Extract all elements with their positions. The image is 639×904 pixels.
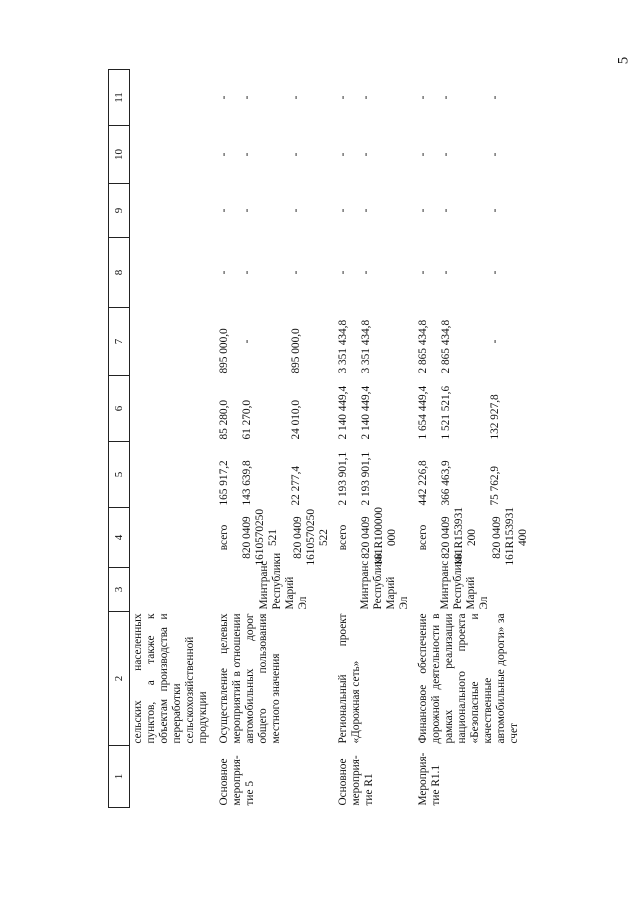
row-col6: 2 140 449,4 2 140 449,4 — [336, 385, 372, 440]
table-row-event-5 — [218, 70, 331, 808]
header-cell: 8 — [109, 238, 130, 308]
header-cell: 1 — [109, 746, 130, 808]
table-row-event-r1 — [337, 70, 411, 808]
rotated-table-container — [108, 70, 633, 808]
header-cell: 7 — [109, 308, 130, 376]
row-col7: 2 865 434,8 2 865 434,8 - — [416, 319, 501, 374]
row-col5: 165 917,2 143 639,8 22 277,4 — [217, 460, 302, 506]
row-col6: 85 280,0 61 270,0 24 010,0 — [217, 399, 302, 440]
continuation-row — [130, 70, 218, 808]
budget-table — [108, 69, 530, 808]
row-col6: 1 654 449,4 1 521 521,6 132 927,8 — [416, 385, 501, 440]
row-col5: 2 193 901,1 2 193 901,1 — [336, 451, 372, 506]
row-col9: - - - — [416, 208, 501, 213]
row-col10: - - - — [416, 152, 501, 157]
header-cell: 10 — [109, 126, 130, 184]
row-codes: всего 820 0409 1610570250 521 820 0409 1610570250 522 — [217, 509, 330, 566]
row-col7: 895 000,0 - 895 000,0 — [217, 328, 302, 374]
row-col10: - - — [336, 152, 372, 157]
row-codes: всего 820 0409 161R100000 000 — [336, 507, 398, 566]
row-description: Осуществление целевых мероприятий в отношении автомобильных дорог общего пользования местного значения — [217, 613, 282, 744]
row-col8: - - - — [217, 270, 302, 275]
row-id: Мероприя-тие R1.1 — [416, 752, 442, 806]
row-executor: Минтранс Республики Марий Эл — [438, 552, 490, 610]
row-col11: - - - — [416, 95, 501, 100]
row-col8: - - — [336, 270, 372, 275]
header-cell: 6 — [109, 376, 130, 442]
header-row — [109, 70, 130, 808]
continuation-description: сельских населенных пунктов, а также к объектам производства и переработки сельскохозяйственной продукции — [132, 613, 209, 744]
header-cell: 4 — [109, 508, 130, 568]
header-cell: 9 — [109, 184, 130, 238]
row-col11: - - - — [217, 95, 302, 100]
row-description: Региональный проект «Дорожная сеть» — [336, 613, 362, 744]
row-col9: - - - — [217, 208, 302, 213]
header-cell: 2 — [109, 612, 130, 746]
row-codes: всего 820 0409 161R153931 200 820 0409 161R153931 400 — [416, 507, 529, 566]
row-id: Основное мероприя-тие 5 — [217, 755, 256, 806]
row-id: Основное мероприя-тие R1 — [336, 755, 375, 806]
row-col8: - - - — [416, 270, 501, 275]
table-row-event-r1-1 — [417, 70, 530, 808]
row-col11: - - — [336, 95, 372, 100]
row-executor: Минтранс Республики Марий Эл — [257, 552, 309, 610]
row-col10: - - - — [217, 152, 302, 157]
row-description: Финансовое обеспечение дорожной деятельности в рамках реализации национального проекта «Безопасные и качественные автомобильные дороги» за счет — [416, 613, 520, 744]
header-cell: 11 — [109, 70, 130, 126]
page-number: 5 — [615, 56, 632, 65]
row-col7: 3 351 434,8 3 351 434,8 — [336, 319, 372, 374]
row-executor: Минтранс Республики Марий Эл — [358, 552, 410, 610]
header-cell: 5 — [109, 442, 130, 508]
row-col5: 442 226,8 366 463,9 75 762,9 — [416, 460, 501, 506]
row-col9: - - — [336, 208, 372, 213]
header-cell: 3 — [109, 568, 130, 612]
